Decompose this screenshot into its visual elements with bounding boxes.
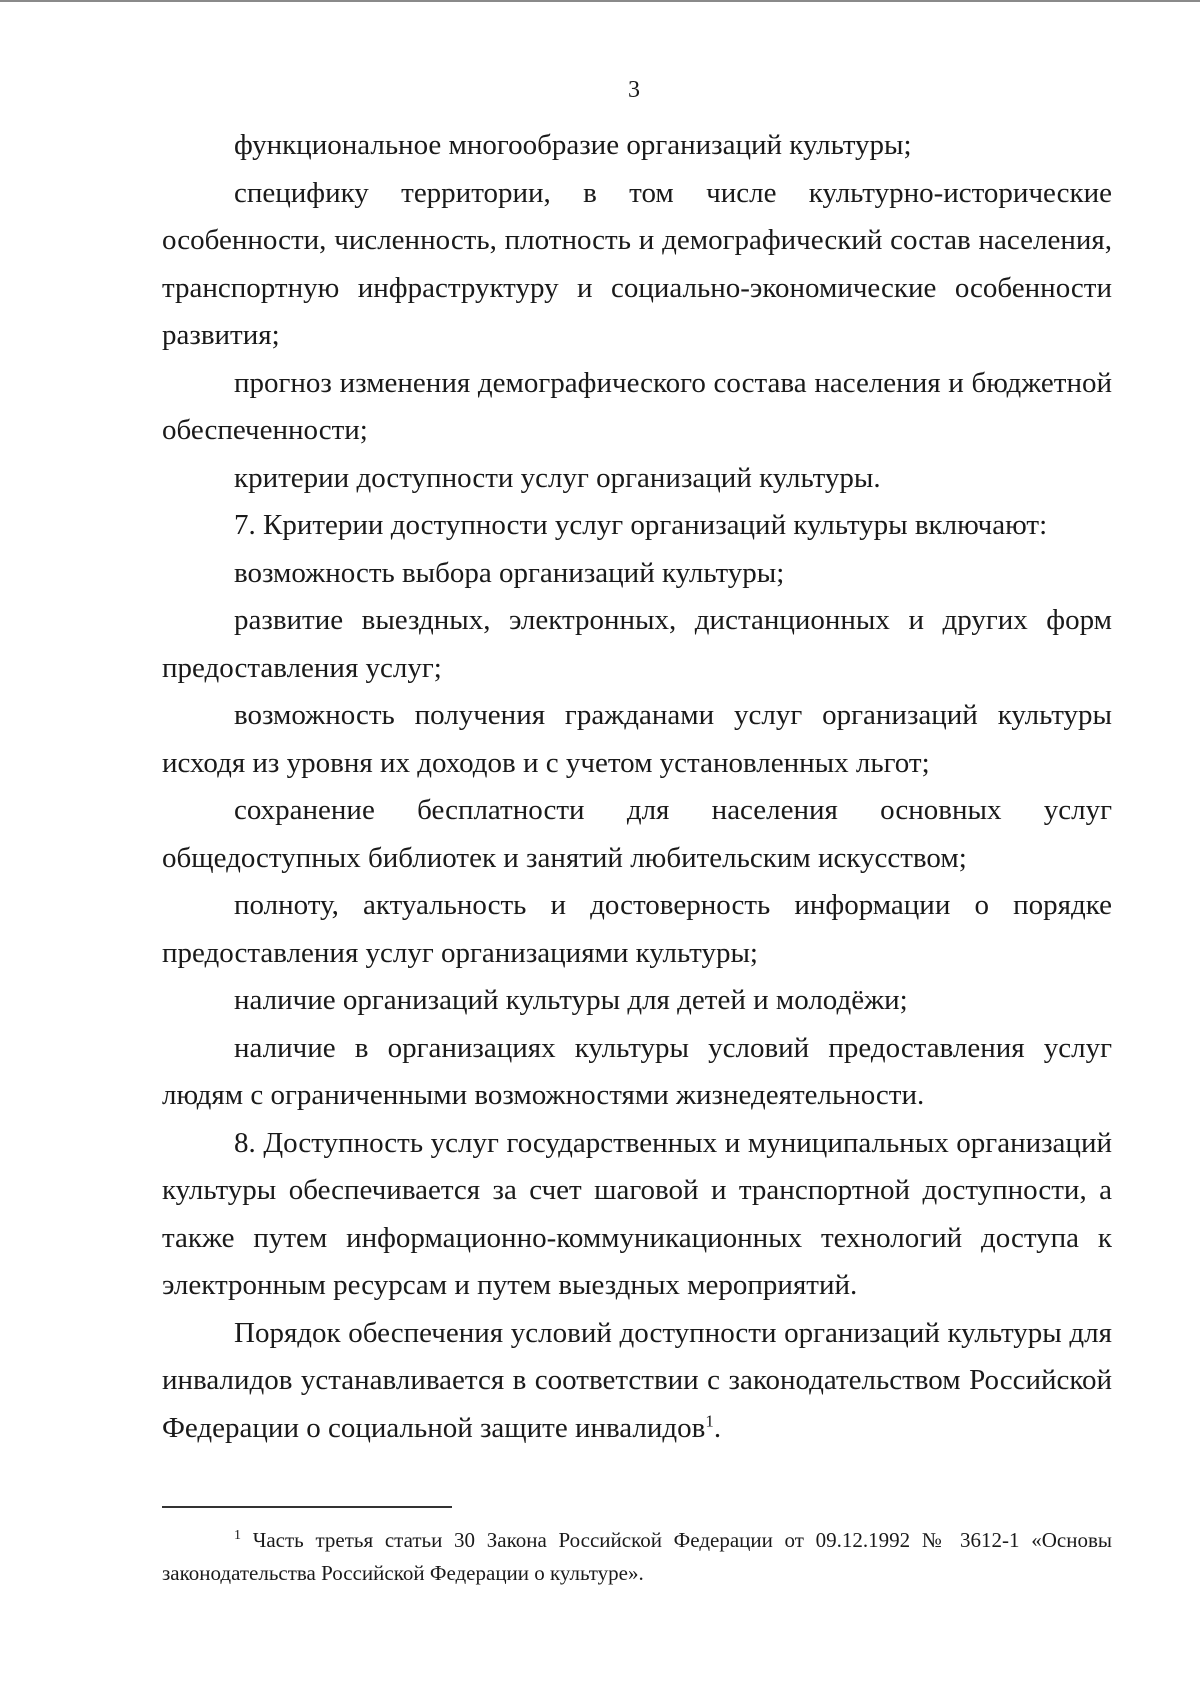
paragraph-2: специфику территории, в том числе культурно-исторические особенности, численность, плотность и демографический состав населения, транспортную инфраструктуру и социально-экономические особенности развития; [162,176,1112,351]
page-number: 3 [628,77,640,103]
paragraph-4: критерии доступности услуг организаций культуры. [234,461,881,494]
footnote-reference: 1 [705,1410,714,1430]
paragraph-7: развитие выездных, электронных, дистанционных и других форм предоставления услуг; [162,604,1112,684]
footnote-marker: 1 [234,1528,241,1543]
paragraph-5: 7. Критерии доступности услуг организаций культуры включают: [234,509,1048,541]
top-border-line [0,0,1200,2]
paragraph-12: наличие в организациях культуры условий предоставления услуг людям с ограниченными возможностями жизнедеятельности. [162,1031,1112,1111]
paragraph-14 [162,1310,1112,1453]
paragraph-3: прогноз изменения демографического состава населения и бюджетной обеспеченности; [162,366,1112,446]
footnote-separator [162,1506,452,1508]
paragraph-14-text: Порядок обеспечения условий доступности организаций культуры для инвалидов устанавливается в соответствии с законодательством Российской Федерации о социальной защите инвалидов [162,1316,1112,1444]
paragraph-8: возможность получения гражданами услуг организаций культуры исходя из уровня их доходов и с учетом установленных льгот; [162,699,1112,779]
document-page [162,70,1112,1590]
paragraph-11: наличие организаций культуры для детей и молодёжи; [234,984,908,1016]
paragraph-6: возможность выбора организаций культуры; [234,556,785,589]
paragraph-10: полноту, актуальность и достоверность информации о порядке предоставления услуг организациями культуры; [162,889,1112,969]
footnote-text: Часть третья статьи 30 Закона Российской Федерации от 09.12.1992 № 3612-1 «Основы законодательства Российской Федерации о культуре». [162,1528,1112,1585]
paragraph-9: сохранение бесплатности для населения основных услуг общедоступных библиотек и занятий любительским искусством; [162,794,1112,874]
paragraph-14-end: . [713,1411,722,1444]
footnote [162,1524,1112,1590]
paragraph-13: 8. Доступность услуг государственных и муниципальных организаций культуры обеспечивается за счет шаговой и транспортной доступности, а также путем информационно-коммуникационных технологий доступа к электронным ресурсам и путем выездных мероприятий. [162,1126,1112,1301]
paragraph-1: функциональное многообразие организаций культуры; [234,129,912,161]
